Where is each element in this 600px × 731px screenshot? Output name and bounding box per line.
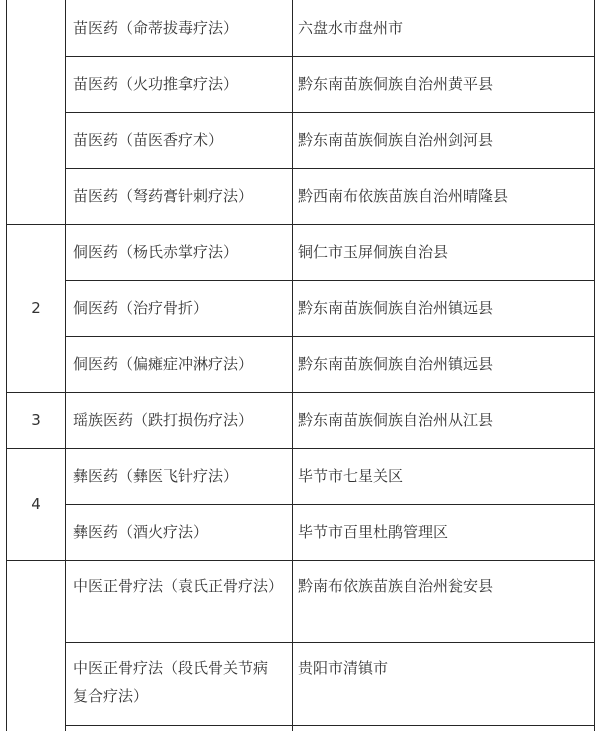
item-cell: 中医正骨疗法（段氏骨关节病复合疗法）: [73, 659, 269, 705]
table-column-divider-2: [292, 0, 293, 731]
item-cell: 苗医药（命蒂拔毒疗法）: [73, 19, 239, 37]
group-divider: [6, 392, 595, 393]
region-cell: 黔西南布依族苗族自治州晴隆县: [298, 187, 509, 205]
group-number: 2: [31, 299, 41, 317]
item-cell: 彝医药（酒火疗法）: [73, 523, 209, 541]
group-divider: [6, 560, 595, 561]
row-divider: [65, 280, 595, 281]
region-cell: 贵阳市清镇市: [298, 659, 389, 677]
region-cell: 黔东南苗族侗族自治州镇远县: [298, 355, 494, 373]
item-cell: 苗医药（苗医香疗术）: [73, 131, 224, 149]
group-number: 3: [31, 411, 41, 429]
row-divider: [65, 168, 595, 169]
region-cell: 铜仁市玉屏侗族自治县: [298, 243, 449, 261]
item-cell: 苗医药（火功推拿疗法）: [73, 75, 239, 93]
group-number: 4: [31, 495, 41, 513]
region-cell: 毕节市百里杜鹃管理区: [298, 523, 449, 541]
row-divider: [65, 56, 595, 57]
table-border-left: [6, 0, 7, 731]
region-cell: 毕节市七星关区: [298, 467, 404, 485]
item-cell: 彝医药（彝医飞针疗法）: [73, 467, 239, 485]
region-cell: 黔东南苗族侗族自治州从江县: [298, 411, 494, 429]
item-cell: 瑶族医药（跌打损伤疗法）: [73, 411, 254, 429]
item-cell: 苗医药（弩药膏针刺疗法）: [73, 187, 254, 205]
row-divider: [65, 336, 595, 337]
row-divider: [65, 112, 595, 113]
row-divider: [65, 725, 595, 726]
region-cell: 黔东南苗族侗族自治州黄平县: [298, 75, 494, 93]
table-column-divider-1: [65, 0, 66, 731]
item-cell: 侗医药（治疗骨折）: [73, 299, 209, 317]
row-divider: [65, 504, 595, 505]
group-divider: [6, 448, 595, 449]
item-cell: 中医正骨疗法（袁氏正骨疗法）: [73, 577, 284, 595]
group-divider: [6, 224, 595, 225]
table-border-right: [594, 0, 595, 731]
region-cell: 黔东南苗族侗族自治州剑河县: [298, 131, 494, 149]
item-cell: 侗医药（偏瘫症冲淋疗法）: [73, 355, 254, 373]
region-cell: 黔南布依族苗族自治州瓮安县: [298, 577, 494, 595]
item-cell: 侗医药（杨氏赤掌疗法）: [73, 243, 239, 261]
row-divider: [65, 642, 595, 643]
region-cell: 黔东南苗族侗族自治州镇远县: [298, 299, 494, 317]
region-cell: 六盘水市盘州市: [298, 19, 404, 37]
